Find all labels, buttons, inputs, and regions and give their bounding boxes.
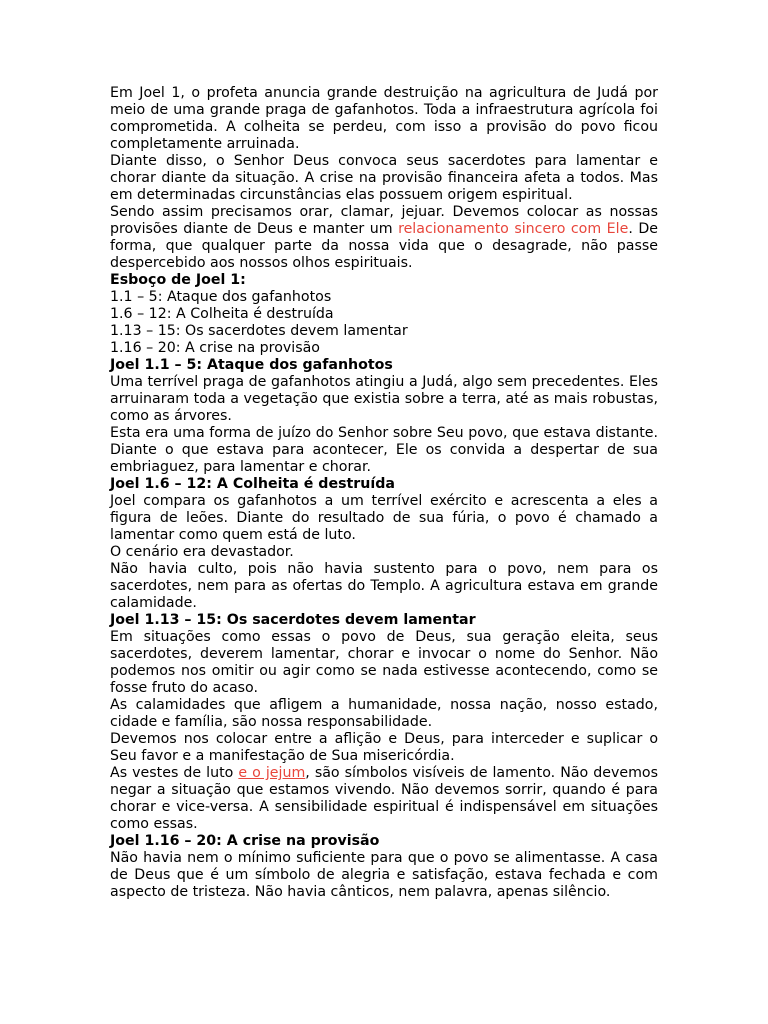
relationship-link[interactable]: relacionamento sincero com Ele <box>398 221 629 237</box>
paragraph-text: , são símbolos visíveis de lamento. Não devemos negar a situação que estamos vivendo. Não devemos sorrir, quando é para chorar e vice-versa. A sensibilidade espiritual é indispensável em situações como essas. <box>110 765 658 832</box>
paragraph-text: . De forma, que qualquer parte da nossa vida que o desagrade, não passe despercebido aos nossos olhos espirituais. <box>110 221 658 271</box>
section-heading: Joel 1.1 – 5: Ataque dos gafanhotos <box>110 357 393 373</box>
section-paragraph: Devemos nos colocar entre a aflição e Deus, para interceder e suplicar o Seu favor e a manifestação de Sua misericórdia. <box>110 731 658 764</box>
section-paragraph <box>110 765 658 833</box>
section-paragraph: Não havia culto, pois não havia sustento para o povo, nem para os sacerdotes, nem para as ofertas do Templo. A agricultura estava em grande calamidade. <box>110 561 658 611</box>
section-paragraph: O cenário era devastador. <box>110 544 294 560</box>
outline-item: 1.16 – 20: A crise na provisão <box>110 340 320 356</box>
section-heading: Joel 1.16 – 20: A crise na provisão <box>110 833 380 849</box>
section-paragraph: Em situações como essas o povo de Deus, sua geração eleita, seus sacerdotes, deverem lamentar, chorar e invocar o nome do Senhor. Não podemos nos omitir ou agir como se nada estivesse acontecendo, como se fosse fruto do acaso. <box>110 629 658 696</box>
section-heading: Joel 1.13 – 15: Os sacerdotes devem lamentar <box>110 612 476 628</box>
section-heading: Joel 1.6 – 12: A Colheita é destruída <box>110 476 395 492</box>
outline-item: 1.13 – 15: Os sacerdotes devem lamentar <box>110 323 408 339</box>
section-paragraph: As calamidades que afligem a humanidade, nossa nação, nosso estado, cidade e família, são nossa responsabilidade. <box>110 697 658 730</box>
section-paragraph: Esta era uma forma de juízo do Senhor sobre Seu povo, que estava distante. Diante o que estava para acontecer, Ele os convida a despertar de sua embriaguez, para lamentar e chorar. <box>110 425 658 475</box>
section-paragraph: Uma terrível praga de gafanhotos atingiu a Judá, algo sem precedentes. Eles arruinaram toda a vegetação que existia sobre a terra, até as mais robustas, como as árvores. <box>110 374 658 424</box>
intro-paragraph <box>110 204 658 272</box>
document-page <box>110 85 658 901</box>
section-paragraph: Não havia nem o mínimo suficiente para que o povo se alimentasse. A casa de Deus que é um símbolo de alegria e satisfação, estava fechada e com aspecto de tristeza. Não havia cânticos, nem palavra, apenas silêncio. <box>110 850 658 900</box>
paragraph-text: As vestes de luto <box>110 765 239 781</box>
intro-paragraph: Diante disso, o Senhor Deus convoca seus sacerdotes para lamentar e chorar diante da situação. A crise na provisão financeira afeta a todos. Mas em determinadas circunstâncias elas possuem origem espiritual. <box>110 153 658 203</box>
outline-item: 1.1 – 5: Ataque dos gafanhotos <box>110 289 332 305</box>
paragraph-text: Sendo assim precisamos orar, clamar, jejuar. Devemos colocar as nossas provisões diante de Deus e manter um <box>110 204 658 237</box>
intro-paragraph: Em Joel 1, o profeta anuncia grande destruição na agricultura de Judá por meio de uma grande praga de gafanhotos. Toda a infraestrutura agrícola foi comprometida. A colheita se perdeu, com isso a provisão do povo ficou completamente arruinada. <box>110 85 658 152</box>
section-paragraph: Joel compara os gafanhotos a um terrível exército e acrescenta a eles a figura de leões. Diante do resultado de sua fúria, o povo é chamado a lamentar como quem está de luto. <box>110 493 658 543</box>
outline-heading: Esboço de Joel 1: <box>110 272 246 288</box>
outline-item: 1.6 – 12: A Colheita é destruída <box>110 306 334 322</box>
fasting-link[interactable]: e o jejum <box>238 765 306 781</box>
